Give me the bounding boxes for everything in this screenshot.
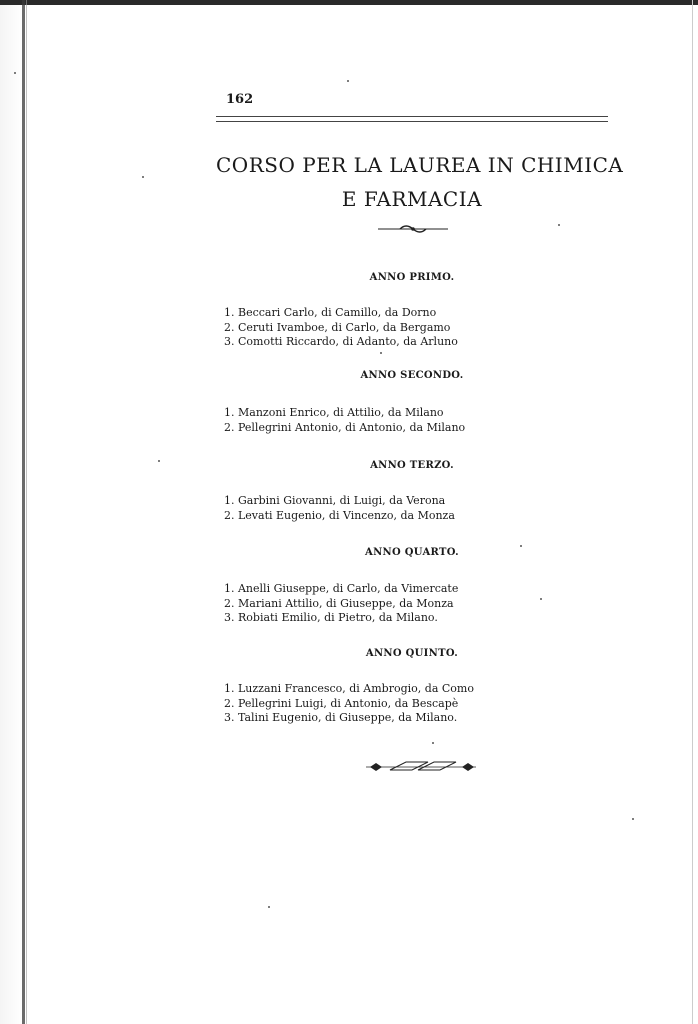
list-item: 3. Robiati Emilio, di Pietro, da Milano. (224, 611, 438, 624)
section-heading-anno-primo: ANNO PRIMO. (369, 272, 455, 283)
list-item: 1. Manzoni Enrico, di Attilio, da Milano (224, 406, 444, 419)
scan-right-edge (692, 0, 693, 1024)
scan-margin (0, 0, 22, 1024)
scan-speck (540, 598, 542, 600)
header-rule (216, 116, 608, 122)
section-heading-anno-terzo: ANNO TERZO. (370, 460, 454, 471)
student-list-anno-quinto (224, 682, 474, 726)
student-list-anno-primo (224, 306, 458, 350)
list-item: 3. Comotti Riccardo, di Adanto, da Arluno (224, 335, 458, 348)
list-item: 1. Anelli Giuseppe, di Carlo, da Vimercate (224, 582, 459, 595)
title-line-1: CORSO PER LA LAUREA IN CHIMICA (216, 153, 624, 177)
student-list-anno-secondo (224, 406, 465, 435)
section-heading-anno-secondo: ANNO SECONDO. (360, 370, 464, 381)
list-item: 2. Pellegrini Luigi, di Antonio, da Bescapè (224, 696, 459, 710)
student-list-anno-terzo (224, 494, 455, 523)
scan-binding-edge (22, 0, 25, 1024)
scan-speck (520, 545, 522, 547)
page-number: 162 (226, 92, 254, 107)
scan-speck (632, 818, 634, 820)
scan-speck (347, 80, 349, 82)
scan-speck (380, 352, 382, 354)
list-item: 1. Beccari Carlo, di Camillo, da Dorno (224, 306, 437, 319)
student-list-anno-quarto (224, 582, 458, 626)
list-item: 1. Garbini Giovanni, di Luigi, da Verona (224, 494, 446, 507)
list-item: 2. Pellegrini Antonio, di Antonio, da Milano (224, 420, 466, 434)
title-line-2: E FARMACIA (341, 187, 483, 211)
section-heading-anno-quarto: ANNO QUARTO. (365, 547, 459, 558)
list-item: 3. Talini Eugenio, di Giuseppe, da Milano. (224, 711, 458, 724)
scan-speck (142, 176, 144, 178)
scan-speck (268, 906, 270, 908)
scan-speck (14, 72, 16, 74)
list-item: 2. Levati Eugenio, di Vincenzo, da Monza (224, 508, 455, 522)
end-ornament (366, 759, 476, 773)
list-item: 2. Mariani Attilio, di Giuseppe, da Monza (224, 596, 454, 610)
list-item: 2. Ceruti Ivamboe, di Carlo, da Bergamo (224, 320, 451, 334)
scan-speck (158, 460, 160, 462)
list-item: 1. Luzzani Francesco, di Ambrogio, da Como (224, 682, 474, 695)
scan-speck (558, 224, 560, 226)
page-title (216, 148, 624, 216)
scan-top-edge (0, 0, 698, 5)
scan-speck (432, 742, 434, 744)
section-heading-anno-quinto: ANNO QUINTO. (365, 648, 459, 659)
title-ornament (378, 222, 448, 234)
scan-binding-edge-inner (26, 0, 27, 1024)
